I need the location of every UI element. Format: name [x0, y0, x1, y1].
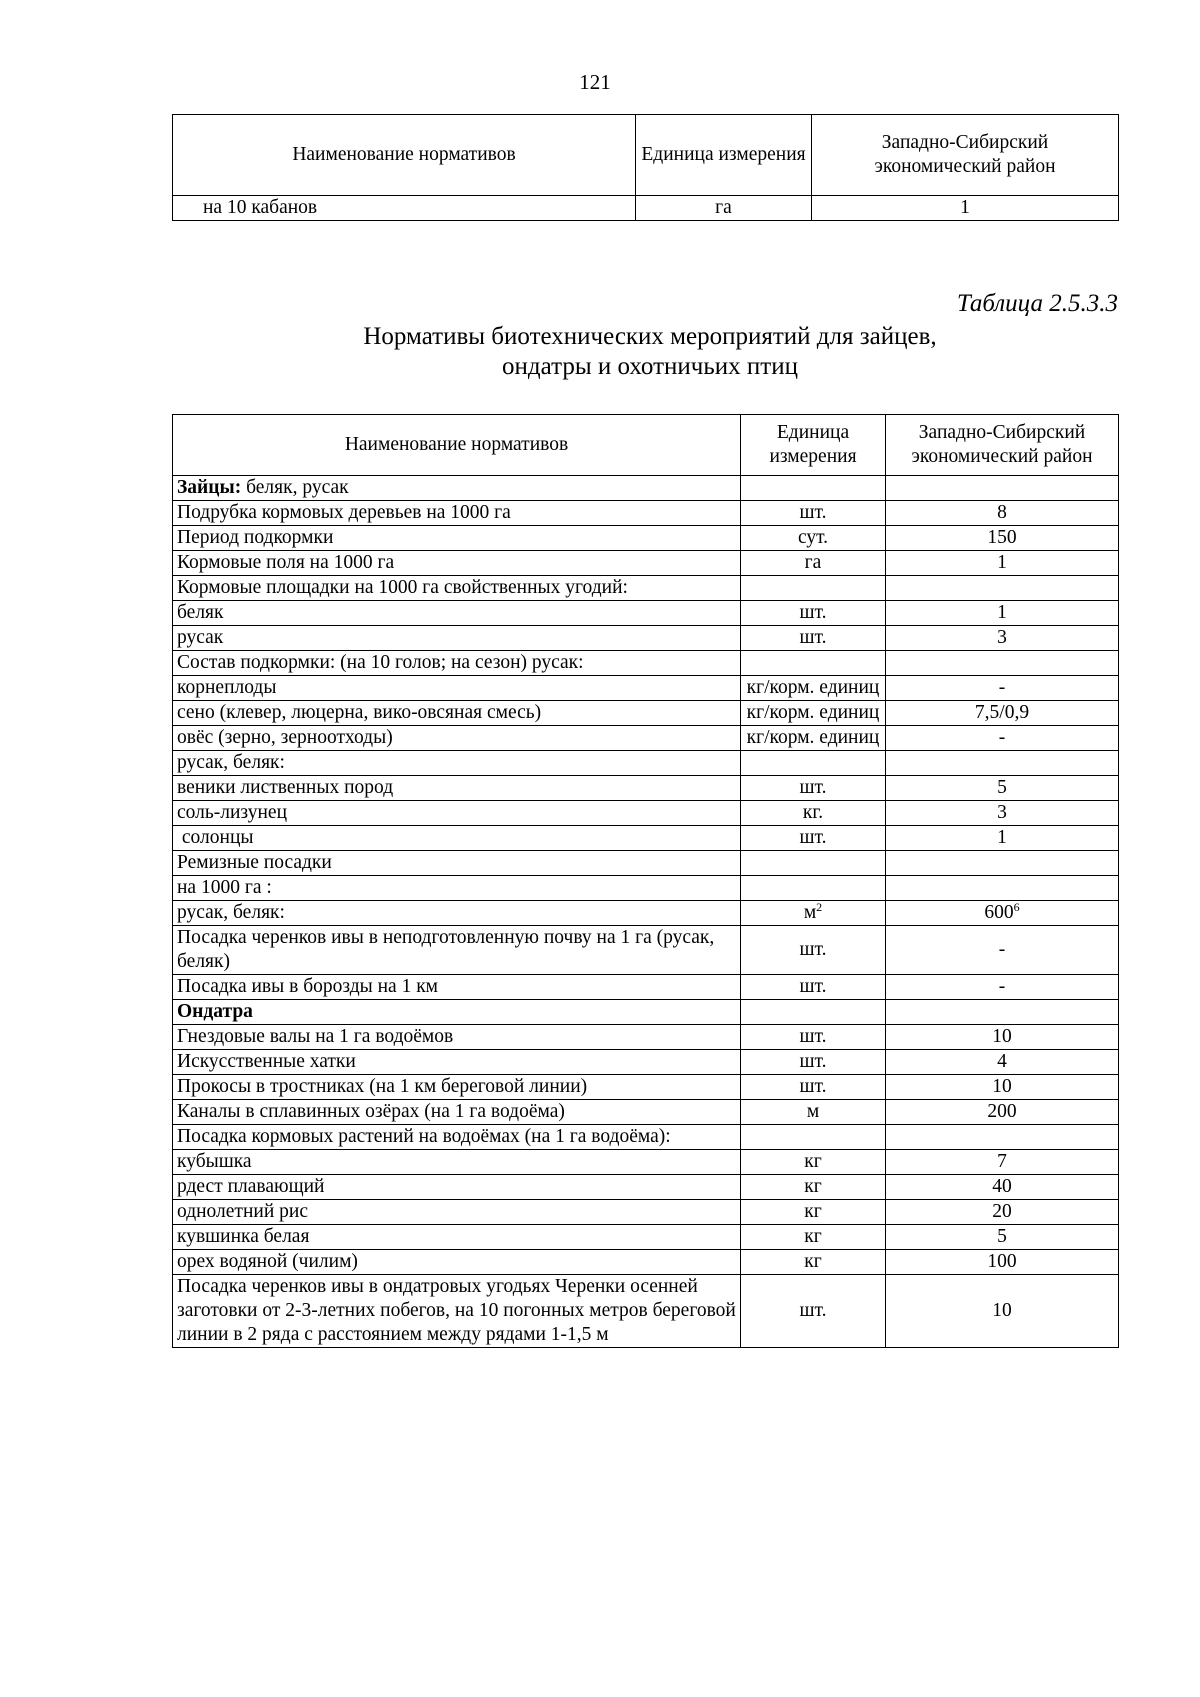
row-unit — [741, 801, 886, 826]
row-value — [886, 576, 1119, 601]
row-unit — [741, 576, 886, 601]
row-unit — [741, 526, 886, 551]
table-row — [173, 876, 1119, 901]
row-unit-text: шт. — [799, 627, 827, 648]
row-value — [886, 601, 1119, 626]
row-unit-text: шт. — [799, 976, 827, 997]
row-name — [173, 826, 741, 851]
table-row — [173, 751, 1119, 776]
row-name — [173, 876, 741, 901]
caption-title-line-1: Нормативы биотехнических мероприятий для зайцев, — [363, 323, 937, 350]
row-unit — [741, 926, 886, 975]
row-value — [886, 1050, 1119, 1075]
row-name — [173, 1000, 741, 1025]
row-name-text: овёс (зерно, зерноотходы) — [177, 727, 393, 748]
row-value — [886, 876, 1119, 901]
row-unit: га — [636, 196, 812, 221]
row-value — [886, 1000, 1119, 1025]
row-name-text: рдест плавающий — [177, 1176, 325, 1197]
row-name — [173, 1150, 741, 1175]
table-row — [173, 1100, 1119, 1125]
row-name — [173, 1275, 741, 1348]
table-row — [173, 726, 1119, 751]
row-value — [886, 1100, 1119, 1125]
row-value-text: 1 — [997, 827, 1007, 848]
row-name — [173, 551, 741, 576]
row-name-text: Посадка кормовых растений на водоёмах (на 1 га водоёма): — [177, 1126, 671, 1147]
table-row — [173, 501, 1119, 526]
row-name-text: беляк — [177, 602, 224, 623]
row-name-text: веники лиственных пород — [177, 777, 394, 798]
row-unit-text: шт. — [799, 1051, 827, 1072]
row-unit — [741, 1125, 886, 1150]
row-unit — [741, 901, 886, 926]
row-unit — [741, 1000, 886, 1025]
row-name — [173, 1175, 741, 1200]
header-unit: Единица измерения — [741, 415, 886, 476]
row-unit — [741, 726, 886, 751]
row-value — [886, 826, 1119, 851]
continuation-table — [172, 114, 1119, 221]
row-name-text: однолетний рис — [177, 1201, 308, 1222]
row-name-text: соль-лизунец — [177, 802, 288, 823]
row-value-text: 100 — [987, 1251, 1017, 1272]
row-unit — [741, 501, 886, 526]
row-unit — [741, 626, 886, 651]
row-name-text: солонцы — [177, 827, 254, 848]
table-row — [173, 196, 1119, 221]
table-row — [173, 975, 1119, 1000]
table-row — [173, 1250, 1119, 1275]
row-value — [886, 551, 1119, 576]
row-value — [886, 1175, 1119, 1200]
table-row — [173, 926, 1119, 975]
row-name — [173, 526, 741, 551]
row-unit-text: кг — [804, 1151, 822, 1172]
row-value — [886, 651, 1119, 676]
table-row — [173, 1225, 1119, 1250]
table-row — [173, 476, 1119, 501]
row-value-text: 10 — [992, 1076, 1012, 1097]
table-row — [173, 1275, 1119, 1348]
table-row — [173, 551, 1119, 576]
value-footnote-marker: 6 — [1013, 900, 1020, 914]
row-unit-text: кг. — [802, 802, 824, 823]
row-unit — [741, 1250, 886, 1275]
row-unit — [741, 1275, 886, 1348]
table-row — [173, 826, 1119, 851]
table-row — [173, 676, 1119, 701]
table-row — [173, 1175, 1119, 1200]
header-name: Наименование нормативов — [173, 415, 741, 476]
row-unit-text: шт. — [799, 1076, 827, 1097]
row-value-text: 150 — [987, 527, 1017, 548]
table-row — [173, 576, 1119, 601]
row-name — [173, 1225, 741, 1250]
row-value — [886, 1225, 1119, 1250]
row-name — [173, 626, 741, 651]
row-value — [886, 501, 1119, 526]
row-value — [886, 801, 1119, 826]
row-value-text: 5 — [997, 1226, 1007, 1247]
row-name-text: Ремизные посадки — [177, 852, 332, 873]
row-unit-text: кг/корм. единиц — [746, 702, 880, 723]
row-unit — [741, 476, 886, 501]
row-name-text: кувшинка белая — [177, 1226, 310, 1247]
row-value — [886, 776, 1119, 801]
row-name — [173, 676, 741, 701]
table-row — [173, 701, 1119, 726]
row-name-text: Посадка черенков ивы в ондатровых угодьях Черенки осенней заготовки от 2-3-летних побегов, на 10 погонных метров береговой линии в 2 ряда с расстоянием между рядами 1-1,5 м — [177, 1276, 741, 1345]
row-name — [173, 851, 741, 876]
row-unit-text: шт. — [799, 827, 827, 848]
row-unit — [741, 1075, 886, 1100]
row-name — [173, 726, 741, 751]
row-name — [173, 1100, 741, 1125]
row-name — [173, 651, 741, 676]
row-value — [886, 975, 1119, 1000]
row-unit-text: шт. — [799, 777, 827, 798]
row-name-text: кубышка — [177, 1151, 252, 1172]
row-unit-text: кг — [804, 1226, 822, 1247]
row-unit — [741, 651, 886, 676]
unit-superscript: 2 — [816, 900, 823, 914]
table-row — [173, 1025, 1119, 1050]
row-name-text: Посадка ивы в борозды на 1 км — [177, 976, 439, 997]
row-value — [886, 476, 1119, 501]
row-value — [886, 701, 1119, 726]
row-unit — [741, 751, 886, 776]
table-row — [173, 1125, 1119, 1150]
row-name-text: Кормовые поля на 1000 га — [177, 552, 395, 573]
row-value-text: 1 — [997, 602, 1007, 623]
row-name-text: русак, беляк: — [177, 902, 285, 923]
row-name — [173, 1125, 741, 1150]
row-unit — [741, 701, 886, 726]
row-unit — [741, 1025, 886, 1050]
row-value-text: 20 — [992, 1201, 1012, 1222]
row-value — [886, 1250, 1119, 1275]
section-heading: Зайцы: — [177, 477, 242, 498]
table-row — [173, 1000, 1119, 1025]
row-value: 1 — [812, 196, 1119, 221]
row-value-text: 600 — [984, 902, 1014, 923]
row-name-text: Подрубка кормовых деревьев на 1000 га — [177, 502, 511, 523]
row-unit — [741, 1050, 886, 1075]
row-unit — [741, 1175, 886, 1200]
row-name-text: беляк, русак — [241, 477, 349, 498]
row-name — [173, 1075, 741, 1100]
row-value — [886, 726, 1119, 751]
row-name — [173, 576, 741, 601]
row-value-text: 1 — [997, 552, 1007, 573]
header-name: Наименование нормативов — [173, 115, 636, 196]
table-caption-title — [200, 322, 1100, 382]
row-name-text: на 1000 га : — [177, 877, 272, 898]
row-unit — [741, 676, 886, 701]
table-row — [173, 776, 1119, 801]
row-name-text: Каналы в сплавинных озёрах (на 1 га водоёма) — [177, 1101, 565, 1122]
row-value — [886, 901, 1119, 926]
table-header-row — [173, 115, 1119, 196]
row-name-text: Кормовые площадки на 1000 га свойственных угодий: — [177, 577, 628, 598]
row-unit — [741, 851, 886, 876]
row-value-text: 3 — [997, 627, 1007, 648]
row-value — [886, 1200, 1119, 1225]
row-value — [886, 1150, 1119, 1175]
row-value-text: 8 — [997, 502, 1007, 523]
table-row — [173, 1075, 1119, 1100]
row-name: на 10 кабанов — [173, 196, 636, 221]
header-region: Западно-Сибирский экономический район — [886, 415, 1119, 476]
row-value — [886, 1075, 1119, 1100]
table-row — [173, 1050, 1119, 1075]
row-unit-text: га — [804, 552, 822, 573]
row-name — [173, 926, 741, 975]
table-row — [173, 851, 1119, 876]
row-name-text: Посадка черенков ивы в неподготовленную почву на 1 га (русак, беляк) — [177, 927, 720, 972]
table-header-row — [173, 415, 1119, 476]
row-name — [173, 801, 741, 826]
table-row — [173, 651, 1119, 676]
row-name — [173, 1250, 741, 1275]
row-unit — [741, 975, 886, 1000]
row-value-text: 40 — [992, 1176, 1012, 1197]
row-value-text: 7,5/0,9 — [974, 702, 1030, 723]
row-value — [886, 676, 1119, 701]
row-unit-text: шт. — [799, 502, 827, 523]
row-unit — [741, 1150, 886, 1175]
row-unit-text: кг — [804, 1201, 822, 1222]
row-value-text: 200 — [987, 1101, 1017, 1122]
row-unit-text: кг — [804, 1176, 822, 1197]
row-name-text: русак — [177, 627, 224, 648]
row-value — [886, 626, 1119, 651]
row-name-text: Искусственные хатки — [177, 1051, 356, 1072]
row-unit — [741, 1225, 886, 1250]
row-value — [886, 1275, 1119, 1348]
table-row — [173, 1200, 1119, 1225]
row-name — [173, 476, 741, 501]
row-value-text: - — [998, 677, 1006, 698]
row-name-text: корнеплоды — [177, 677, 277, 698]
row-unit-text: м — [803, 902, 817, 923]
row-unit-text: м — [806, 1101, 820, 1122]
row-unit-text: кг/корм. единиц — [746, 677, 880, 698]
row-value — [886, 926, 1119, 975]
row-name-text: Период подкормки — [177, 527, 334, 548]
row-name-text: Гнездовые валы на 1 га водоёмов — [177, 1026, 454, 1047]
section-heading: Ондатра — [177, 1001, 253, 1022]
row-unit — [741, 601, 886, 626]
row-unit-text: кг — [804, 1251, 822, 1272]
row-name — [173, 776, 741, 801]
row-unit — [741, 1100, 886, 1125]
row-unit — [741, 776, 886, 801]
table-row — [173, 601, 1119, 626]
row-value — [886, 1125, 1119, 1150]
row-value-text: 10 — [992, 1300, 1012, 1321]
row-name — [173, 1025, 741, 1050]
row-value-text: 5 — [997, 777, 1007, 798]
header-unit: Единица измерения — [636, 115, 812, 196]
table-row — [173, 801, 1119, 826]
caption-title-line-2: ондатры и охотничьих птиц — [502, 353, 798, 380]
row-value-text: - — [998, 727, 1006, 748]
row-unit-text: шт. — [799, 1026, 827, 1047]
table-row — [173, 901, 1119, 926]
row-unit — [741, 1200, 886, 1225]
table-row — [173, 626, 1119, 651]
row-value-text: 3 — [997, 802, 1007, 823]
row-name — [173, 601, 741, 626]
row-value-text: 10 — [992, 1026, 1012, 1047]
row-value — [886, 851, 1119, 876]
table-caption-label: Таблица 2.5.3.3 — [956, 290, 1118, 317]
row-name-text: орех водяной (чилим) — [177, 1251, 358, 1272]
row-value — [886, 1025, 1119, 1050]
row-value-text: - — [998, 939, 1006, 960]
row-name-text: русак, беляк: — [177, 752, 285, 773]
row-name — [173, 975, 741, 1000]
row-value-text: - — [998, 976, 1006, 997]
row-name — [173, 1050, 741, 1075]
row-name — [173, 751, 741, 776]
row-name — [173, 701, 741, 726]
row-unit-text: шт. — [799, 602, 827, 623]
row-unit-text: шт. — [799, 1300, 827, 1321]
row-name-text: Прокосы в тростниках (на 1 км береговой линии) — [177, 1076, 588, 1097]
row-name-text: Состав подкормки: (на 10 голов; на сезон) русак: — [177, 652, 584, 673]
header-region: Западно-Сибирский экономический район — [812, 115, 1119, 196]
norms-table — [172, 414, 1119, 1348]
row-unit-text: сут. — [797, 527, 829, 548]
row-name — [173, 1200, 741, 1225]
page-number: 121 — [579, 70, 611, 94]
table-row — [173, 1150, 1119, 1175]
row-value-text: 4 — [997, 1051, 1007, 1072]
row-unit — [741, 876, 886, 901]
row-name — [173, 501, 741, 526]
row-unit-text: шт. — [799, 939, 827, 960]
row-value-text: 7 — [997, 1151, 1007, 1172]
row-value — [886, 526, 1119, 551]
row-name — [173, 901, 741, 926]
row-unit-text: кг/корм. единиц — [746, 727, 880, 748]
row-unit — [741, 826, 886, 851]
row-unit — [741, 551, 886, 576]
row-value — [886, 751, 1119, 776]
table-row — [173, 526, 1119, 551]
row-name-text: сено (клевер, люцерна, вико-овсяная смесь) — [177, 702, 542, 723]
